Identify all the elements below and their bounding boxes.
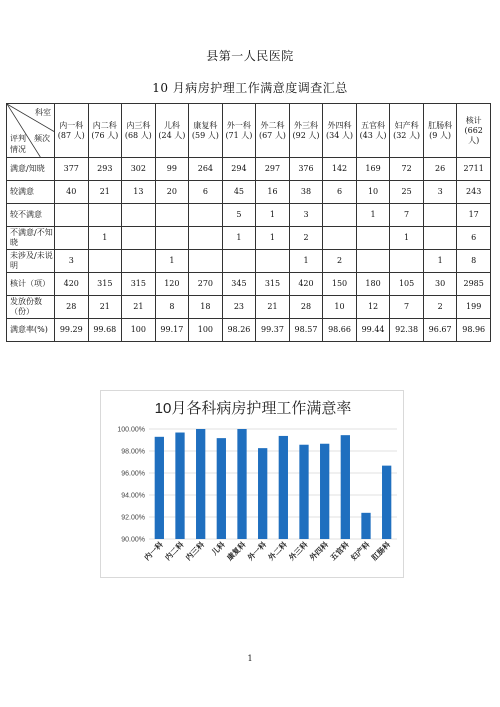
table-cell: 21 bbox=[88, 296, 122, 319]
table-cell: 99.37 bbox=[256, 319, 290, 342]
column-header: 外三科 (92 人) bbox=[289, 104, 323, 158]
corner-judge-label: 评判 bbox=[10, 134, 26, 143]
table-cell: 21 bbox=[256, 296, 290, 319]
table-cell bbox=[122, 204, 156, 227]
y-tick-label: 100.00% bbox=[117, 426, 145, 434]
table-cell: 264 bbox=[189, 158, 223, 181]
x-category-label: 五官科 bbox=[328, 540, 351, 563]
column-header: 内二科 (76 人) bbox=[88, 104, 122, 158]
table-cell: 98.26 bbox=[222, 319, 256, 342]
chart-plot bbox=[101, 391, 405, 579]
table-cell: 2711 bbox=[457, 158, 491, 181]
table-cell: 199 bbox=[457, 296, 491, 319]
table-cell: 150 bbox=[323, 273, 357, 296]
corner-freq-label: 频次 bbox=[34, 134, 50, 143]
table-cell: 72 bbox=[390, 158, 424, 181]
row-label: 满意/知晓 bbox=[7, 158, 55, 181]
table-cell: 3 bbox=[423, 181, 457, 204]
table-cell bbox=[55, 204, 89, 227]
x-category-label: 外四科 bbox=[307, 540, 331, 563]
hospital-name: 县第一人民医院 bbox=[206, 49, 294, 63]
bar-0 bbox=[155, 437, 164, 539]
row-label: 较满意 bbox=[7, 181, 55, 204]
table-cell bbox=[423, 204, 457, 227]
table-cell bbox=[323, 227, 357, 250]
table-cell bbox=[155, 227, 189, 250]
table-cell: 18 bbox=[189, 296, 223, 319]
table-cell: 38 bbox=[289, 181, 323, 204]
table-cell: 1 bbox=[356, 204, 390, 227]
x-category-label: 肛肠科 bbox=[369, 540, 393, 563]
table-cell: 98.66 bbox=[323, 319, 357, 342]
bar-7 bbox=[299, 445, 308, 539]
table-cell bbox=[423, 227, 457, 250]
table-cell: 180 bbox=[356, 273, 390, 296]
table-cell: 315 bbox=[122, 273, 156, 296]
table-cell: 99.44 bbox=[356, 319, 390, 342]
table-cell: 20 bbox=[155, 181, 189, 204]
table-row bbox=[7, 204, 491, 227]
survey-table bbox=[6, 103, 491, 342]
y-tick-label: 94.00% bbox=[121, 492, 145, 500]
table-cell bbox=[356, 250, 390, 273]
table-cell bbox=[122, 250, 156, 273]
table-cell: 293 bbox=[88, 158, 122, 181]
row-label: 未涉及/未说明 bbox=[7, 250, 55, 273]
bar-10 bbox=[361, 513, 370, 539]
satisfaction-chart bbox=[100, 390, 404, 578]
table-cell: 8 bbox=[155, 296, 189, 319]
table-row bbox=[7, 296, 491, 319]
table-cell: 3 bbox=[55, 250, 89, 273]
x-category-label: 儿科 bbox=[209, 540, 227, 558]
bar-3 bbox=[217, 438, 226, 539]
table-cell: 99 bbox=[155, 158, 189, 181]
table-cell bbox=[189, 250, 223, 273]
bar-1 bbox=[175, 433, 184, 539]
table-cell bbox=[55, 227, 89, 250]
table-cell: 2 bbox=[423, 296, 457, 319]
table-cell: 28 bbox=[55, 296, 89, 319]
table-cell: 10 bbox=[323, 296, 357, 319]
table-cell bbox=[256, 250, 290, 273]
table-cell bbox=[189, 204, 223, 227]
table-cell: 25 bbox=[390, 181, 424, 204]
table-cell: 98.96 bbox=[457, 319, 491, 342]
x-category-label: 外三科 bbox=[287, 540, 310, 563]
table-cell: 40 bbox=[55, 181, 89, 204]
chart-title: 10月各科病房护理工作满意率 bbox=[154, 400, 352, 417]
table-cell: 17 bbox=[457, 204, 491, 227]
table-cell: 315 bbox=[256, 273, 290, 296]
bar-5 bbox=[258, 448, 267, 539]
column-header: 五官科 (43 人) bbox=[356, 104, 390, 158]
table-cell bbox=[390, 250, 424, 273]
y-tick-label: 92.00% bbox=[121, 514, 145, 522]
column-header: 外二科 (67 人) bbox=[256, 104, 290, 158]
table-cell: 142 bbox=[323, 158, 357, 181]
table-cell bbox=[122, 227, 156, 250]
x-category-label: 内二科 bbox=[163, 540, 186, 563]
table-row bbox=[7, 227, 491, 250]
table-cell: 96.67 bbox=[423, 319, 457, 342]
row-label: 发放份数（份） bbox=[7, 296, 55, 319]
column-header: 外四科 (34 人) bbox=[323, 104, 357, 158]
table-cell bbox=[323, 204, 357, 227]
x-category-label: 内三科 bbox=[183, 540, 207, 563]
table-cell: 2 bbox=[323, 250, 357, 273]
table-cell: 2 bbox=[289, 227, 323, 250]
table-cell: 105 bbox=[390, 273, 424, 296]
table-corner-cell bbox=[7, 104, 55, 158]
table-row bbox=[7, 250, 491, 273]
x-category-label: 外一科 bbox=[245, 540, 269, 563]
y-tick-label: 90.00% bbox=[121, 536, 145, 544]
table-cell: 1 bbox=[289, 250, 323, 273]
bar-4 bbox=[237, 429, 246, 539]
bar-11 bbox=[382, 466, 391, 539]
table-cell: 45 bbox=[222, 181, 256, 204]
table-cell: 23 bbox=[222, 296, 256, 319]
table-cell: 7 bbox=[390, 204, 424, 227]
table-row bbox=[7, 181, 491, 204]
table-cell: 7 bbox=[390, 296, 424, 319]
column-header: 核计 (662 人) bbox=[457, 104, 491, 158]
row-label: 核计（项） bbox=[7, 273, 55, 296]
table-cell: 377 bbox=[55, 158, 89, 181]
table-cell: 1 bbox=[423, 250, 457, 273]
table-cell: 1 bbox=[155, 250, 189, 273]
report-title: 10 月病房护理工作满意度调查汇总 bbox=[152, 81, 348, 95]
table-cell: 5 bbox=[222, 204, 256, 227]
table-cell: 12 bbox=[356, 296, 390, 319]
table-cell: 1 bbox=[256, 204, 290, 227]
table-cell: 92.38 bbox=[390, 319, 424, 342]
y-tick-label: 96.00% bbox=[121, 470, 145, 478]
table-cell: 98.57 bbox=[289, 319, 323, 342]
row-label: 不满意/不知晓 bbox=[7, 227, 55, 250]
bar-9 bbox=[341, 435, 350, 539]
table-cell: 1 bbox=[256, 227, 290, 250]
table-row bbox=[7, 273, 491, 296]
table-cell bbox=[88, 204, 122, 227]
column-header: 内一科 (87 人) bbox=[55, 104, 89, 158]
table-cell: 100 bbox=[122, 319, 156, 342]
table-cell: 270 bbox=[189, 273, 223, 296]
table-cell: 100 bbox=[189, 319, 223, 342]
bar-2 bbox=[196, 429, 205, 539]
corner-status-label: 情况 bbox=[10, 145, 26, 154]
column-header: 肛肠科 (9 人) bbox=[423, 104, 457, 158]
table-cell: 3 bbox=[289, 204, 323, 227]
table-cell bbox=[356, 227, 390, 250]
table-cell bbox=[155, 204, 189, 227]
table-cell: 99.17 bbox=[155, 319, 189, 342]
column-header: 外一科 (71 人) bbox=[222, 104, 256, 158]
table-cell: 10 bbox=[356, 181, 390, 204]
bar-8 bbox=[320, 444, 329, 539]
table-cell bbox=[222, 250, 256, 273]
table-cell: 21 bbox=[88, 181, 122, 204]
table-cell: 345 bbox=[222, 273, 256, 296]
table-cell: 302 bbox=[122, 158, 156, 181]
table-cell: 169 bbox=[356, 158, 390, 181]
table-cell: 30 bbox=[423, 273, 457, 296]
table-cell: 376 bbox=[289, 158, 323, 181]
table-cell: 26 bbox=[423, 158, 457, 181]
table-cell: 13 bbox=[122, 181, 156, 204]
row-label: 较不满意 bbox=[7, 204, 55, 227]
table-header-row bbox=[7, 104, 491, 158]
table-cell: 99.68 bbox=[88, 319, 122, 342]
x-category-label: 内一科 bbox=[142, 540, 165, 563]
table-cell: 8 bbox=[457, 250, 491, 273]
x-category-label: 外二科 bbox=[266, 540, 289, 563]
table-cell: 28 bbox=[289, 296, 323, 319]
x-category-label: 妇产科 bbox=[349, 540, 372, 563]
column-header: 妇产科 (32 人) bbox=[390, 104, 424, 158]
table-cell: 6 bbox=[323, 181, 357, 204]
x-category-label: 康复科 bbox=[225, 540, 248, 563]
table-cell: 6 bbox=[189, 181, 223, 204]
table-cell: 1 bbox=[390, 227, 424, 250]
table-cell bbox=[189, 227, 223, 250]
table-cell: 120 bbox=[155, 273, 189, 296]
table-row bbox=[7, 319, 491, 342]
table-cell: 2985 bbox=[457, 273, 491, 296]
table-cell: 21 bbox=[122, 296, 156, 319]
table-cell bbox=[88, 250, 122, 273]
corner-dept-label: 科室 bbox=[35, 108, 51, 117]
table-cell: 243 bbox=[457, 181, 491, 204]
column-header: 内三科 (68 人) bbox=[122, 104, 156, 158]
page-number: 1 bbox=[247, 654, 253, 663]
y-tick-label: 98.00% bbox=[121, 448, 145, 456]
table-cell: 294 bbox=[222, 158, 256, 181]
table-cell: 1 bbox=[222, 227, 256, 250]
table-cell: 99.29 bbox=[55, 319, 89, 342]
table-cell: 315 bbox=[88, 273, 122, 296]
table-row bbox=[7, 158, 491, 181]
table-cell: 6 bbox=[457, 227, 491, 250]
column-header: 儿科 (24 人) bbox=[155, 104, 189, 158]
column-header: 康复科 (59 人) bbox=[189, 104, 223, 158]
table-cell: 1 bbox=[88, 227, 122, 250]
bar-6 bbox=[279, 436, 288, 539]
row-label: 满意率(%) bbox=[7, 319, 55, 342]
table-cell: 297 bbox=[256, 158, 290, 181]
table-cell: 420 bbox=[55, 273, 89, 296]
table-cell: 16 bbox=[256, 181, 290, 204]
table-cell: 420 bbox=[289, 273, 323, 296]
